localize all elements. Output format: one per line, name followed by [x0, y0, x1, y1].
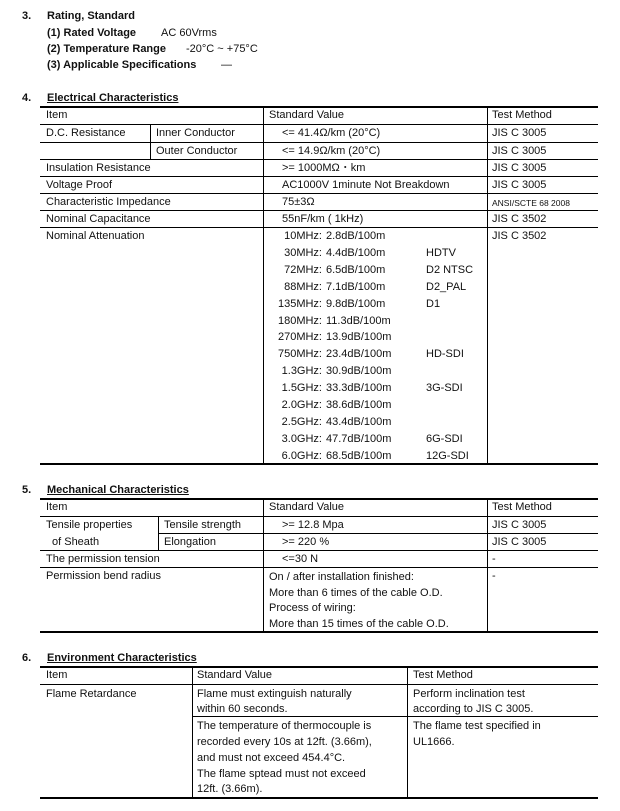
- table-rule: [40, 463, 598, 465]
- table-rule: [40, 631, 598, 633]
- attenuation-value: 30.9dB/100m: [326, 365, 392, 377]
- header-item: Item: [46, 669, 68, 681]
- outer-conductor-label: Outer Conductor: [156, 145, 238, 157]
- section-title: Mechanical Characteristics: [47, 484, 189, 496]
- elongation-test: JIS C 3005: [492, 536, 547, 548]
- permission-tension-label: The permission tension: [46, 553, 160, 565]
- attenuation-note: D2 NTSC: [426, 264, 474, 276]
- attenuation-frequency: 72MHz:: [284, 264, 322, 276]
- header-item: Item: [46, 109, 68, 121]
- temperature-range-label: (2) Temperature Range: [47, 43, 166, 55]
- attenuation-value: 9.8dB/100m: [326, 298, 386, 310]
- table-rule: [158, 533, 598, 534]
- capacitance-label: Nominal Capacitance: [46, 213, 151, 225]
- table-rule: [487, 498, 488, 631]
- table-rule: [40, 227, 598, 228]
- outer-conductor-value: <= 14.9Ω/km (20°C): [282, 145, 381, 157]
- table-rule: [40, 176, 598, 177]
- flame-value-7: 12ft. (3.66m).: [197, 783, 263, 795]
- attenuation-value: 4.4dB/100m: [326, 247, 386, 259]
- table-rule: [40, 193, 598, 194]
- header-test-method: Test Method: [413, 669, 473, 681]
- flame-retardance-label: Flame Retardance: [46, 688, 137, 700]
- attenuation-value: 43.4dB/100m: [326, 416, 392, 428]
- attenuation-note: D2_PAL: [426, 281, 467, 293]
- tensile-properties-label-2: of Sheath: [52, 536, 100, 548]
- flame-value-6: The flame sptead must not exceed: [197, 768, 366, 780]
- attenuation-frequency: 2.5GHz:: [281, 416, 322, 428]
- temperature-range-value: -20°C ~ +75°C: [186, 43, 258, 55]
- bend-radius-value-2: More than 6 times of the cable O.D.: [269, 587, 443, 599]
- table-rule: [40, 684, 598, 685]
- impedance-label: Characteristic Impedance: [46, 196, 171, 208]
- applicable-specs-value: —: [221, 59, 232, 71]
- attenuation-value: 33.3dB/100m: [326, 382, 392, 394]
- header-standard-value: Standard Value: [197, 669, 273, 681]
- capacitance-value: 55nF/km ( 1kHz): [282, 213, 364, 225]
- attenuation-frequency: 1.3GHz:: [281, 365, 322, 377]
- attenuation-frequency: 180MHz:: [277, 315, 322, 327]
- section-number: 5.: [22, 484, 32, 496]
- header-item: Item: [46, 501, 68, 513]
- attenuation-note: 6G-SDI: [426, 433, 463, 445]
- flame-test-2: according to JIS C 3005.: [413, 703, 534, 715]
- bend-radius-test: -: [492, 570, 496, 582]
- flame-value-5: and must not exceed 454.4°C.: [197, 752, 346, 764]
- attenuation-frequency: 10MHz:: [284, 230, 322, 242]
- insulation-resistance-value: >= 1000MΩ・km: [282, 162, 366, 174]
- attenuation-value: 47.7dB/100m: [326, 433, 392, 445]
- table-rule: [192, 716, 598, 717]
- attenuation-value: 68.5dB/100m: [326, 450, 392, 462]
- section-title: Environment Characteristics: [47, 652, 197, 664]
- attenuation-note: HD-SDI: [426, 348, 464, 360]
- table-rule: [192, 666, 193, 797]
- permission-tension-value: <=30 N: [282, 553, 319, 565]
- table-rule: [40, 124, 598, 125]
- inner-conductor-test: JIS C 3005: [492, 127, 547, 139]
- section-number: 6.: [22, 652, 32, 664]
- attenuation-frequency: 750MHz:: [277, 348, 322, 360]
- attenuation-frequency: 135MHz:: [277, 298, 322, 310]
- tensile-strength-test: JIS C 3005: [492, 519, 547, 531]
- attenuation-note: 3G-SDI: [426, 382, 463, 394]
- table-rule: [487, 106, 488, 464]
- voltage-proof-value: AC1000V 1minute Not Breakdown: [282, 179, 450, 191]
- dc-resistance-label: D.C. Resistance: [46, 127, 126, 139]
- table-rule: [40, 567, 598, 568]
- attenuation-frequency: 30MHz:: [284, 247, 322, 259]
- insulation-resistance-test: JIS C 3005: [492, 162, 547, 174]
- bend-radius-value-1: On / after installation finished:: [269, 571, 414, 583]
- elongation-label: Elongation: [164, 536, 216, 548]
- attenuation-value: 6.5dB/100m: [326, 264, 386, 276]
- flame-value-2: within 60 seconds.: [197, 703, 288, 715]
- attenuation-value: 7.1dB/100m: [326, 281, 386, 293]
- inner-conductor-value: <= 41.4Ω/km (20°C): [282, 127, 381, 139]
- attenuation-note: 12G-SDI: [426, 450, 469, 462]
- header-test-method: Test Method: [492, 501, 552, 513]
- table-rule: [40, 666, 598, 668]
- attenuation-frequency: 270MHz:: [277, 331, 322, 343]
- tensile-strength-value: >= 12.8 Mpa: [282, 519, 344, 531]
- table-rule: [40, 498, 598, 500]
- table-rule: [407, 666, 408, 797]
- attenuation-frequency: 3.0GHz:: [281, 433, 322, 445]
- applicable-specs-label: (3) Applicable Specifications: [47, 59, 197, 71]
- header-test-method: Test Method: [492, 109, 552, 121]
- attenuation-label: Nominal Attenuation: [46, 230, 145, 242]
- attenuation-test: JIS C 3502: [492, 230, 547, 242]
- section-number: 4.: [22, 92, 32, 104]
- table-rule: [150, 124, 151, 159]
- voltage-proof-label: Voltage Proof: [46, 179, 113, 191]
- header-standard-value: Standard Value: [269, 109, 345, 121]
- inner-conductor-label: Inner Conductor: [156, 127, 235, 139]
- section-title: Rating, Standard: [47, 10, 136, 22]
- attenuation-note: D1: [426, 298, 441, 310]
- table-rule: [40, 142, 598, 143]
- attenuation-value: 13.9dB/100m: [326, 331, 392, 343]
- permission-tension-test: -: [492, 553, 496, 565]
- table-rule: [158, 516, 159, 550]
- table-rule: [40, 210, 598, 211]
- flame-value-3: The temperature of thermocouple is: [197, 720, 372, 732]
- attenuation-note: HDTV: [426, 247, 456, 259]
- rated-voltage-label: (1) Rated Voltage: [47, 27, 137, 39]
- attenuation-value: 2.8dB/100m: [326, 230, 386, 242]
- impedance-test: ANSI/SCTE 68 2008: [492, 198, 570, 208]
- tensile-properties-label: Tensile properties: [46, 519, 133, 531]
- bend-radius-value-3: Process of wiring:: [269, 602, 356, 614]
- section-title: Electrical Characteristics: [47, 92, 179, 104]
- insulation-resistance-label: Insulation Resistance: [46, 162, 151, 174]
- attenuation-frequency: 2.0GHz:: [281, 399, 322, 411]
- capacitance-test: JIS C 3502: [492, 213, 547, 225]
- flame-test-4: UL1666.: [413, 736, 455, 748]
- bend-radius-label: Permission bend radius: [46, 570, 161, 582]
- table-rule: [40, 106, 598, 108]
- attenuation-value: 23.4dB/100m: [326, 348, 392, 360]
- flame-test-1: Perform inclination test: [413, 688, 525, 700]
- attenuation-frequency: 6.0GHz:: [281, 450, 322, 462]
- table-rule: [40, 159, 598, 160]
- attenuation-value: 11.3dB/100m: [326, 315, 391, 327]
- rated-voltage-value: AC 60Vrms: [161, 27, 217, 39]
- outer-conductor-test: JIS C 3005: [492, 145, 547, 157]
- table-rule: [263, 498, 264, 631]
- section-number: 3.: [22, 10, 32, 22]
- flame-value-1: Flame must extinguish naturally: [197, 688, 352, 700]
- bend-radius-value-4: More than 15 times of the cable O.D.: [269, 618, 449, 630]
- table-rule: [40, 550, 598, 551]
- impedance-value: 75±3Ω: [282, 196, 315, 208]
- attenuation-frequency: 1.5GHz:: [281, 382, 322, 394]
- flame-value-4: recorded every 10s at 12ft. (3.66m),: [197, 736, 372, 748]
- voltage-proof-test: JIS C 3005: [492, 179, 547, 191]
- table-rule: [40, 516, 598, 517]
- header-standard-value: Standard Value: [269, 501, 345, 513]
- flame-test-3: The flame test specified in: [413, 720, 541, 732]
- tensile-strength-label: Tensile strength: [164, 519, 242, 531]
- attenuation-frequency: 88MHz:: [284, 281, 322, 293]
- table-rule: [40, 797, 598, 799]
- attenuation-value: 38.6dB/100m: [326, 399, 392, 411]
- elongation-value: >= 220 %: [282, 536, 330, 548]
